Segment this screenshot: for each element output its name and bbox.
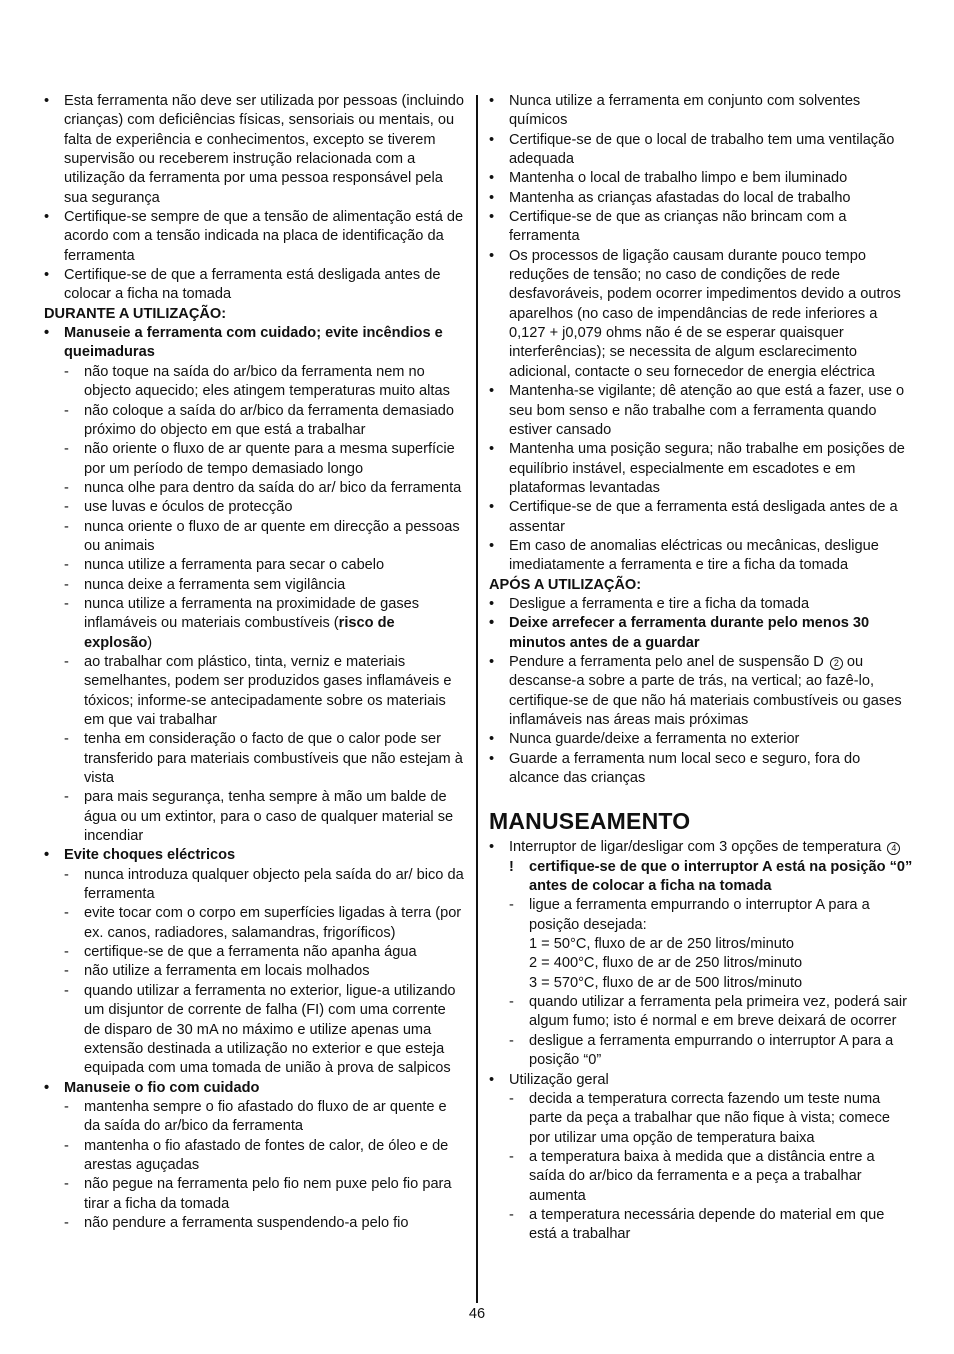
section-heading-apos: APÓS A UTILIZAÇÃO: <box>489 576 642 593</box>
sub-list-item: - nunca utilize a ferramenta para secar o cabelo <box>44 556 466 575</box>
warning-item: ! certifique-se de que o interruptor A está na posição “0” antes de colocar a ficha na tomada <box>489 858 914 897</box>
sub-list-item: - desligue a ferramenta empurrando o interruptor A para a posição “0” <box>489 1032 914 1071</box>
column-divider <box>476 95 478 1303</box>
sub-list-item: - a temperatura necessária depende do material em que está a trabalhar <box>489 1206 914 1245</box>
sub-list-item: - ao trabalhar com plástico, tinta, verniz e materiais semelhantes, podem ser produzidos gases inflamáveis e tóxicos; informe-se antecipadamente sobre os materiais em que vai trabalhar <box>44 653 466 730</box>
temperature-option: 2 = 400°C, fluxo de ar de 250 litros/minuto <box>529 955 803 972</box>
list-item: • Mantenha as crianças afastadas do local de trabalho <box>489 189 914 208</box>
list-item: • Certifique-se de que a ferramenta está desligada antes de a assentar <box>489 498 914 537</box>
sub-list-item: - não oriente o fluxo de ar quente para a mesma superfície por um período de tempo demasiado longo <box>44 440 466 479</box>
list-item-title: • Evite choques eléctricos <box>44 846 466 865</box>
figure-ref-icon: 2 <box>830 657 843 670</box>
list-item: • Deixe arrefecer a ferramenta durante pelo menos 30 minutos antes de a guardar <box>489 614 914 653</box>
list-item: • Guarde a ferramenta num local seco e seguro, fora do alcance das crianças <box>489 750 914 789</box>
list-item <box>489 653 914 730</box>
sub-list-item: - quando utilizar a ferramenta pela primeira vez, poderá sair algum fumo; isto é normal e em breve deixará de ocorrer <box>489 993 914 1032</box>
sub-list-item: - use luvas e óculos de protecção <box>44 498 466 517</box>
item-text: ou descanse-a sobre a parte de trás, na vertical; ao fazê-lo, certifique-se de que não há materiais combustíveis ou gases inflamáveis nas áreas mais próximas <box>509 653 902 728</box>
sub-list-item: - não pegue na ferramenta pelo fio nem puxe pelo fio para tirar a ficha da tomada <box>44 1175 466 1214</box>
item-text: ) <box>147 634 153 651</box>
sub-list-item: - não utilize a ferramenta em locais molhados <box>44 962 466 981</box>
sub-list-item: - para mais segurança, tenha sempre à mão um balde de água ou um extintor, para o caso de qualquer material se incendiar <box>44 788 466 846</box>
sub-list-item: - nunca oriente o fluxo de ar quente em direcção a pessoas ou animais <box>44 518 466 557</box>
item-text: Interruptor de ligar/desligar com 3 opções de temperatura <box>509 839 882 856</box>
section-title-manuseamento: MANUSEAMENTO <box>489 808 691 835</box>
sub-list-item: - nunca olhe para dentro da saída do ar/ bico da ferramenta <box>44 479 466 498</box>
sub-list-item: - não toque na saída do ar/bico da ferramenta nem no objecto aquecido; eles atingem temperaturas muito altas <box>44 363 466 402</box>
item-text: nunca utilize a ferramenta na proximidade de gases inflamáveis ou materiais combustíveis ( <box>84 595 420 632</box>
list-item: • Esta ferramenta não deve ser utilizada por pessoas (incluindo crianças) com deficiências físicas, sensoriais ou mentais, ou falta de experiência e conhecimentos, excepto se tiverem supervisão ou receberem instrução relacionada com a utilização da ferramenta por uma pessoa responsável pela sua segurança <box>44 92 466 208</box>
list-item: • Certifique-se de que o local de trabalho tem uma ventilação adequada <box>489 131 914 170</box>
list-item: • Certifique-se de que a ferramenta está desligada antes de colocar a ficha na tomada <box>44 266 466 305</box>
sub-list-item: - mantenha sempre o fio afastado do fluxo de ar quente e da saída do ar/bico da ferramenta <box>44 1098 466 1137</box>
sub-list-item: - evite tocar com o corpo em superfícies ligadas à terra (por ex. canos, radiadores, salamandras, frigoríficos) <box>44 904 466 943</box>
list-item: • Desligue a ferramenta e tire a ficha da tomada <box>489 595 914 614</box>
page-number: 46 <box>468 1306 486 1322</box>
sub-list-item: - quando utilizar a ferramenta no exterior, ligue-a utilizando um disjuntor de corrente de falha (FI) com uma corrente de disparo de 30 mA no máximo e utilize apenas uma extensão destinada a utilização no exterior e que esteja equipada com uma tomada de união à prova de salpicos <box>44 982 466 1079</box>
list-item: • Certifique-se de que as crianças não brincam com a ferramenta <box>489 208 914 247</box>
list-item: • Nunca guarde/deixe a ferramenta no exterior <box>489 730 914 749</box>
section-heading-durante: DURANTE A UTILIZAÇÃO: <box>44 305 227 322</box>
list-item: • Mantenha uma posição segura; não trabalhe em posições de equilíbrio instável, especialmente em escadotes e em plataformas levantadas <box>489 440 914 498</box>
list-item: • Nunca utilize a ferramenta em conjunto com solventes químicos <box>489 92 914 131</box>
left-column <box>44 92 466 1233</box>
list-item: • Os processos de ligação causam durante pouco tempo reduções de tensão; no caso de condições de rede desfavoráveis, podem ocorrer impedimentos devido a outros aparelhos (no caso de impendâncias de rede inferiores a 0,127 + j0,079 ohms não é de se esperar quaisquer interferências); se necessita de algum esclarecimento adicional, contacte o seu fornecedor de energia eléctrica <box>489 247 914 382</box>
sub-list-item: - tenha em consideração o facto de que o calor pode ser transferido para materiais combustíveis que não estejam à vista <box>44 730 466 788</box>
sub-list-item: - não pendure a ferramenta suspendendo-a pelo fio <box>44 1214 466 1233</box>
sub-list-item: - não coloque a saída do ar/bico da ferramenta demasiado próximo do objecto em que está a trabalhar <box>44 402 466 441</box>
list-item <box>489 838 914 857</box>
sub-list-item: - certifique-se de que a ferramenta não apanha água <box>44 943 466 962</box>
sub-list-item: - mantenha o fio afastado de fontes de calor, de óleo e de arestas aguçadas <box>44 1137 466 1176</box>
sub-list-item <box>44 595 466 653</box>
sub-list-item: - nunca introduza qualquer objecto pela saída do ar/ bico da ferramenta <box>44 866 466 905</box>
list-item: • Mantenha-se vigilante; dê atenção ao que está a fazer, use o seu bom senso e não trabalhe com a ferramenta quando estiver cansado <box>489 382 914 440</box>
sub-list-item: - nunca deixe a ferramenta sem vigilância <box>44 576 466 595</box>
list-item-title: • Manuseie a ferramenta com cuidado; evite incêndios e queimaduras <box>44 324 466 363</box>
warning-text: risco de explosão <box>84 615 395 651</box>
list-item: • Utilização geral <box>489 1071 914 1090</box>
temperature-option: 1 = 50°C, fluxo de ar de 250 litros/minuto <box>529 936 795 953</box>
list-item: • Mantenha o local de trabalho limpo e bem iluminado <box>489 169 914 188</box>
list-item: • Em caso de anomalias eléctricas ou mecânicas, desligue imediatamente a ferramenta e tire a ficha da tomada <box>489 537 914 576</box>
list-item-title: • Manuseie o fio com cuidado <box>44 1079 466 1098</box>
sub-list-item: - a temperatura baixa à medida que a distância entre a saída do ar/bico da ferramenta e a peça a trabalhar aumenta <box>489 1148 914 1206</box>
item-text: Pendure a ferramenta pelo anel de suspensão D <box>509 653 824 670</box>
list-item: • Certifique-se sempre de que a tensão de alimentação está de acordo com a tensão indicada na placa de identificação da ferramenta <box>44 208 466 266</box>
figure-ref-icon: 4 <box>887 842 900 855</box>
sub-list-item: - ligue a ferramenta empurrando o interruptor A para a posição desejada: <box>489 896 914 935</box>
sub-list-item: - decida a temperatura correcta fazendo um teste numa parte da peça a trabalhar que não fique à vista; comece por utilizar uma opção de temperatura baixa <box>489 1090 914 1148</box>
temperature-option: 3 = 570°C, fluxo de ar de 500 litros/minuto <box>529 974 803 991</box>
right-column <box>489 92 914 1245</box>
